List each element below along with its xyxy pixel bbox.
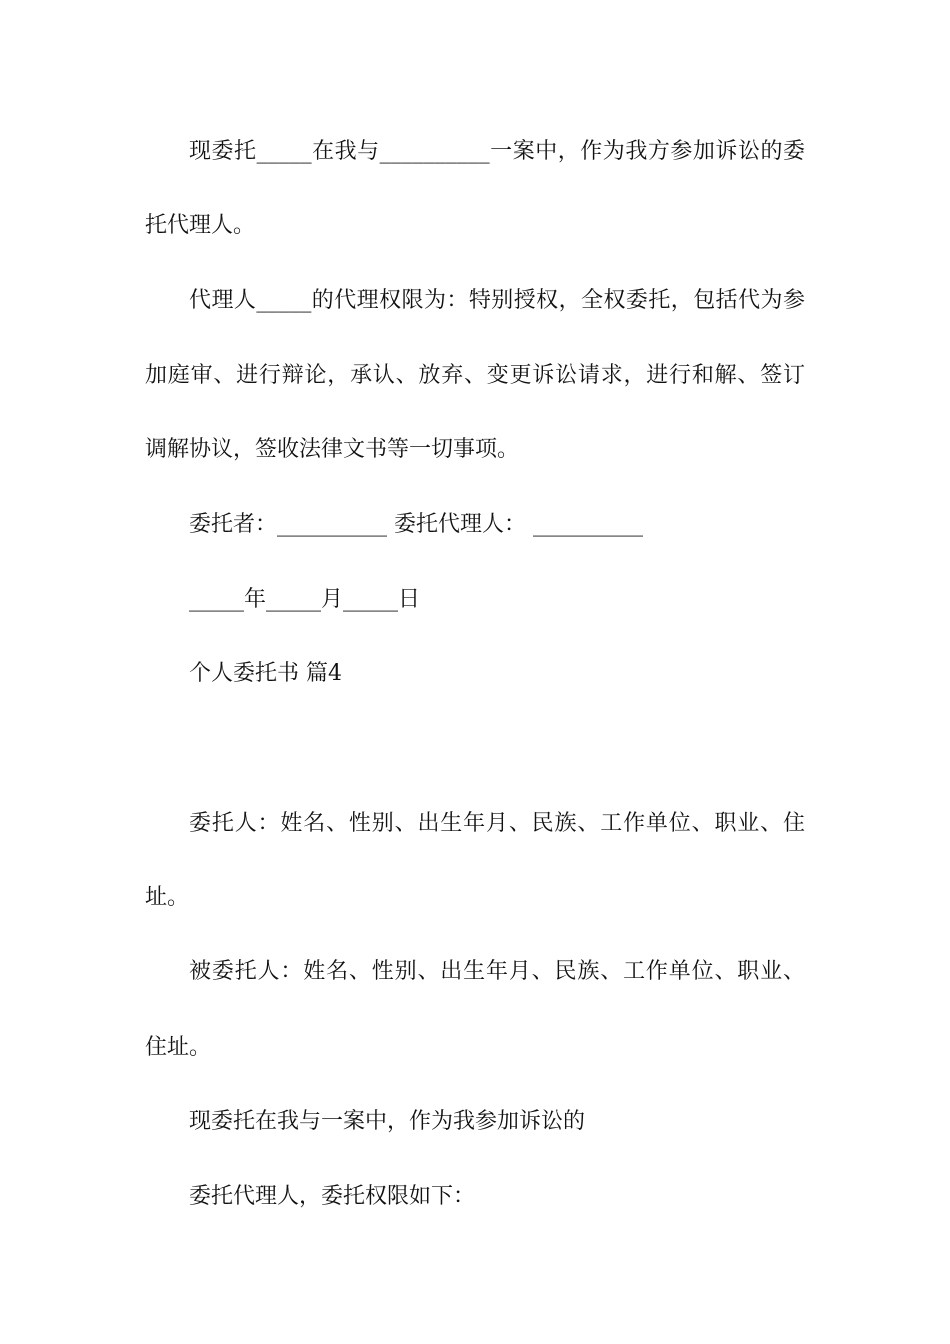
section-heading: 个人委托书 篇4	[189, 661, 342, 686]
paragraph-1-line-2: 托代理人。	[145, 213, 256, 238]
paragraph-5-line-1: 现委托在我与一案中，作为我参加诉讼的	[189, 1109, 586, 1134]
paragraph-3-line-1: 委托人：姓名、性别、出生年月、民族、工作单位、职业、住	[189, 811, 805, 836]
paragraph-4-line-1: 被委托人：姓名、性别、出生年月、民族、工作单位、职业、	[189, 959, 805, 984]
paragraph-2-line-2: 加庭审、进行辩论，承认、放弃、变更诉讼请求，进行和解、签订	[145, 363, 805, 388]
date-line: _____年_____月_____日	[189, 587, 421, 612]
paragraph-2-line-1: 代理人_____的代理权限为：特别授权，全权委托，包括代为参	[189, 288, 805, 313]
signature-line: 委托者：__________ 委托代理人： __________	[189, 512, 643, 537]
paragraph-2-line-3: 调解协议，签收法律文书等一切事项。	[145, 437, 520, 462]
paragraph-1-line-1: 现委托_____在我与__________一案中，作为我方参加诉讼的委	[189, 139, 805, 164]
paragraph-4-line-2: 住址。	[145, 1035, 212, 1060]
paragraph-3-line-2: 址。	[145, 885, 190, 910]
paragraph-6-line-1: 委托代理人，委托权限如下：	[189, 1184, 476, 1209]
